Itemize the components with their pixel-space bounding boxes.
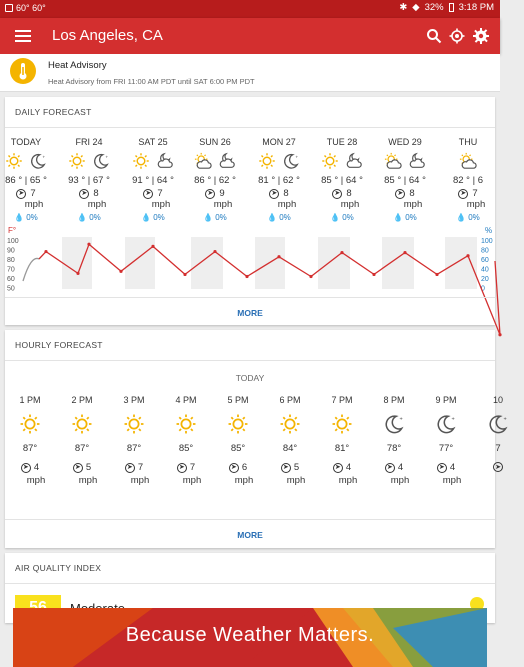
day-wind [54, 188, 124, 199]
temperature-point [87, 243, 90, 246]
battery-icon [449, 3, 454, 12]
day-wind [307, 188, 377, 199]
moon-icon [420, 411, 472, 437]
svg-text:+: + [451, 416, 455, 423]
hour-label: 8 PM [383, 395, 405, 405]
day-icons [0, 151, 61, 173]
hour-wind [368, 462, 420, 473]
hour-temp: 7 [495, 443, 501, 454]
wind-speed: 4 [397, 462, 404, 473]
svg-text:+: + [105, 154, 109, 160]
day-label: WED 29 [388, 137, 422, 147]
partly-sunny-icon [194, 152, 212, 172]
day-icons [370, 151, 440, 173]
daily-forecast-card [5, 97, 495, 325]
y-tick-left: 80 [7, 257, 15, 264]
temperature-point [44, 250, 47, 253]
cloud-moon-icon [218, 152, 236, 172]
temperature-graph [5, 225, 495, 295]
moon-icon [282, 152, 300, 172]
day-wind [433, 188, 503, 199]
wind-direction-icon: ➤ [332, 189, 342, 199]
wind-direction-icon: ➤ [79, 189, 89, 199]
temperature-point [245, 275, 248, 278]
day-icons [244, 151, 314, 173]
daily-column-2[interactable] [118, 137, 188, 222]
temperature-point [340, 251, 343, 254]
sun-icon [321, 152, 339, 172]
daily-more-button[interactable]: MORE [237, 308, 263, 318]
wind-direction-icon: ➤ [177, 463, 187, 473]
partly-sunny-icon [459, 152, 477, 172]
rain-chance: 0% [468, 213, 480, 222]
wind-unit: mph [390, 475, 410, 486]
day-icons [307, 151, 377, 173]
raindrop-icon: 💧 [393, 213, 404, 222]
day-wind [244, 188, 314, 199]
daily-column-7[interactable] [433, 137, 503, 222]
battery-percent: 32% [424, 2, 444, 13]
day-wind [0, 188, 61, 199]
wind-unit: mph [442, 475, 462, 486]
day-rain [370, 213, 440, 222]
past-temp-line [23, 258, 39, 281]
wind-direction-icon: ➤ [229, 463, 239, 473]
ad-text: Because Weather Matters. [125, 624, 375, 646]
wind-speed: 8 [93, 188, 99, 199]
cloud-moon-icon [345, 152, 363, 172]
wind-unit: mph [213, 199, 233, 210]
sun-icon [108, 411, 160, 437]
day-temps: 85 ° | 64 ° [321, 175, 363, 186]
cloud-moon-icon [156, 152, 174, 172]
hourly-column-6[interactable] [316, 395, 368, 486]
day-rain [244, 213, 314, 222]
raindrop-icon: 💧 [203, 213, 214, 222]
divider [5, 519, 495, 520]
divider [5, 583, 495, 584]
hour-label: 2 PM [71, 395, 93, 405]
hour-label: 7 PM [331, 395, 353, 405]
day-temps: 86 ° | 62 ° [194, 175, 236, 186]
wind-direction-icon: ➤ [205, 189, 215, 199]
wind-speed: 8 [409, 188, 415, 199]
hourly-forecast-card [5, 330, 507, 548]
y-tick-left: 60 [7, 276, 15, 283]
wind-speed: 7 [189, 462, 196, 473]
daily-column-1[interactable] [54, 137, 124, 222]
y-tick-left: 100 [7, 238, 19, 245]
hour-wind [472, 462, 524, 472]
wind-unit: mph [130, 475, 150, 486]
y-tick-left: 50 [7, 285, 15, 293]
status-left-text: 60° 60° [16, 3, 46, 13]
day-temps: 85 ° | 64 ° [384, 175, 426, 186]
wind-speed: 6 [241, 462, 248, 473]
raindrop-icon: 💧 [14, 213, 25, 222]
day-label: SAT 25 [138, 137, 168, 147]
day-temps: 86 ° | 65 ° [5, 175, 47, 186]
day-temps: 93 ° | 67 ° [68, 175, 110, 186]
temperature-point [372, 273, 375, 276]
sun-icon [56, 411, 108, 437]
hour-label: 1 PM [19, 395, 41, 405]
daily-forecast-header: DAILY FORECAST [15, 107, 92, 117]
alert-title: Heat Advisory [48, 60, 107, 71]
temperature-point [403, 251, 406, 254]
wind-speed: 5 [85, 462, 92, 473]
notification-icon [5, 4, 13, 12]
hour-wind [56, 462, 108, 473]
y-tick-right: 60 [481, 257, 489, 264]
raindrop-icon: 💧 [330, 213, 341, 222]
raindrop-icon: 💧 [77, 213, 88, 222]
y-tick-right: 80 [481, 247, 489, 255]
y-tick-left: 70 [7, 266, 15, 274]
status-time: 3:18 PM [458, 2, 494, 13]
ad-banner[interactable] [13, 608, 487, 667]
hour-label: 3 PM [123, 395, 145, 405]
sun-icon [5, 152, 23, 172]
daily-column-5[interactable] [307, 137, 377, 222]
hour-temp: 87° [126, 443, 142, 454]
day-rain [433, 213, 503, 222]
temperature-point [151, 245, 154, 248]
hour-temp: 84° [282, 443, 298, 454]
sun-icon [68, 152, 86, 172]
graph-unit-right: % [485, 226, 493, 235]
hour-label: 10 [492, 395, 503, 405]
hour-temp: 85° [178, 443, 194, 454]
wind-unit: mph [87, 199, 107, 210]
app-bar [0, 18, 500, 54]
night-band [125, 237, 155, 289]
sun-icon [132, 152, 150, 172]
night-band [318, 237, 350, 289]
wind-direction-icon: ➤ [493, 462, 503, 472]
hour-wind [316, 462, 368, 473]
wind-direction-icon: ➤ [281, 463, 291, 473]
day-rain [54, 213, 124, 222]
hourly-more-button[interactable]: MORE [237, 530, 263, 540]
moon-icon [29, 152, 47, 172]
hourly-column-8[interactable] [420, 395, 472, 486]
daily-column-4[interactable] [244, 137, 314, 222]
hourly-column-0[interactable] [4, 395, 56, 486]
wind-speed: 7 [157, 188, 163, 199]
wind-unit: mph [26, 475, 46, 486]
hour-temp: 77° [438, 443, 454, 454]
wind-direction-icon: ➤ [458, 189, 468, 199]
hour-wind [264, 462, 316, 473]
y-tick-right: 20 [481, 276, 489, 283]
svg-text:+: + [42, 154, 46, 160]
hourly-forecast-header: HOURLY FORECAST [15, 340, 103, 350]
day-temps: 82 ° | 6 [452, 175, 484, 186]
heat-advisory-alert[interactable] [0, 54, 500, 92]
wind-unit: mph [234, 475, 254, 486]
wind-unit: mph [466, 199, 486, 210]
raindrop-icon: 💧 [456, 213, 467, 222]
temperature-point [435, 273, 438, 276]
night-band [191, 237, 223, 289]
status-bar [0, 0, 500, 18]
temperature-point [466, 254, 469, 257]
day-label: SUN 26 [199, 137, 231, 147]
rain-chance: 0% [342, 213, 354, 222]
wind-speed: 7 [30, 188, 36, 199]
wind-unit: mph [403, 199, 423, 210]
wind-unit: mph [340, 199, 360, 210]
hourly-column-2[interactable] [108, 395, 160, 486]
hourly-column-7[interactable] [368, 395, 420, 486]
wind-speed: 8 [346, 188, 352, 199]
y-tick-right: 0 [481, 285, 485, 293]
hourly-column-4[interactable] [212, 395, 264, 486]
partly-sunny-icon [384, 152, 402, 172]
day-rain [0, 213, 61, 222]
divider [5, 127, 495, 128]
wind-unit: mph [338, 475, 358, 486]
hourly-column-1[interactable] [56, 395, 108, 486]
menu-icon[interactable] [14, 28, 32, 44]
svg-text:+: + [399, 416, 403, 423]
wind-speed: 7 [472, 188, 478, 199]
moon-icon [368, 411, 420, 437]
temperature-point [183, 273, 186, 276]
divider [5, 360, 495, 361]
rain-chance: 0% [405, 213, 417, 222]
sun-icon [264, 411, 316, 437]
temperature-point [498, 333, 501, 336]
day-temps: 81 ° | 62 ° [258, 175, 300, 186]
y-tick-left: 90 [7, 247, 15, 255]
y-tick-right: 40 [481, 266, 489, 274]
temperature-point [119, 270, 122, 273]
rain-chance: 0% [153, 213, 165, 222]
wind-direction-icon: ➤ [16, 189, 26, 199]
divider [5, 297, 495, 298]
day-icons [54, 151, 124, 173]
hour-label: 5 PM [227, 395, 249, 405]
hour-label: 9 PM [435, 395, 457, 405]
temperature-point [309, 275, 312, 278]
raindrop-icon: 💧 [141, 213, 152, 222]
temperature-point [76, 272, 79, 275]
day-wind [370, 188, 440, 199]
rain-chance: 0% [215, 213, 227, 222]
day-label: MON 27 [262, 137, 296, 147]
hourly-column-9[interactable] [472, 395, 524, 472]
wind-speed: 5 [293, 462, 300, 473]
daily-column-6[interactable] [370, 137, 440, 222]
hour-label: 4 PM [175, 395, 197, 405]
hour-label: 6 PM [279, 395, 301, 405]
wind-unit: mph [182, 475, 202, 486]
day-rain [118, 213, 188, 222]
wifi-icon: ◆ [412, 2, 420, 13]
search-icon[interactable] [426, 28, 442, 44]
raindrop-icon: 💧 [267, 213, 278, 222]
wind-direction-icon: ➤ [125, 463, 135, 473]
wind-unit: mph [286, 475, 306, 486]
sun-icon [160, 411, 212, 437]
daily-column-3[interactable] [180, 137, 250, 222]
hourly-column-3[interactable] [160, 395, 212, 486]
day-label: FRI 24 [75, 137, 103, 147]
location-title[interactable]: Los Angeles, CA [52, 27, 163, 44]
rain-chance: 0% [279, 213, 291, 222]
hour-temp: 81° [334, 443, 350, 454]
rain-chance: 0% [26, 213, 38, 222]
wind-speed: 9 [219, 188, 225, 199]
day-icons [433, 151, 503, 173]
temperature-point [213, 250, 216, 253]
wind-direction-icon: ➤ [269, 189, 279, 199]
temperature-point [277, 255, 280, 258]
hour-wind [160, 462, 212, 473]
settings-icon[interactable] [473, 28, 489, 44]
sun-icon [258, 152, 276, 172]
hour-wind [420, 462, 472, 473]
wind-direction-icon: ➤ [143, 189, 153, 199]
moon-icon [92, 152, 110, 172]
hourly-column-5[interactable] [264, 395, 316, 486]
night-band [382, 237, 414, 289]
moon-icon [472, 411, 524, 437]
day-temps: 91 ° | 64 ° [132, 175, 174, 186]
my-location-icon[interactable] [449, 28, 465, 44]
wind-unit: mph [277, 199, 297, 210]
wind-direction-icon: ➤ [333, 463, 343, 473]
day-label: THU [458, 137, 478, 147]
wind-unit: mph [151, 199, 171, 210]
svg-text:+: + [295, 154, 299, 160]
hour-temp: 78° [386, 443, 402, 454]
hour-temp: 87° [74, 443, 90, 454]
wind-direction-icon: ➤ [385, 463, 395, 473]
daily-column-0[interactable] [0, 137, 61, 222]
wind-direction-icon: ➤ [437, 463, 447, 473]
hour-temp: 87° [22, 443, 38, 454]
rain-chance: 0% [89, 213, 101, 222]
sun-icon [4, 411, 56, 437]
wind-speed: 4 [449, 462, 456, 473]
thermometer-icon [10, 58, 36, 84]
wind-speed: 8 [283, 188, 289, 199]
sun-icon [212, 411, 264, 437]
hour-wind [108, 462, 160, 473]
alert-detail: Heat Advisory from FRI 11:00 AM PDT until SAT 6:00 PM PDT [48, 77, 255, 86]
wind-unit: mph [78, 475, 98, 486]
wind-direction-icon: ➤ [21, 463, 31, 473]
today-label: TODAY [235, 373, 265, 383]
day-label: TUE 28 [326, 137, 358, 147]
day-label: TODAY [10, 137, 42, 147]
day-rain [307, 213, 377, 222]
hour-temp: 85° [230, 443, 246, 454]
hour-wind [212, 462, 264, 473]
day-rain [180, 213, 250, 222]
svg-text:+: + [503, 416, 507, 423]
aqi-header: AIR QUALITY INDEX [15, 563, 102, 573]
wind-speed: 4 [345, 462, 352, 473]
day-icons [180, 151, 250, 173]
wind-speed: 4 [33, 462, 40, 473]
cloud-moon-icon [408, 152, 426, 172]
bluetooth-icon: ✱ [399, 2, 408, 13]
wind-direction-icon: ➤ [73, 463, 83, 473]
wind-direction-icon: ➤ [395, 189, 405, 199]
wind-unit: mph [24, 199, 44, 210]
day-wind [118, 188, 188, 199]
y-tick-right: 100 [481, 238, 493, 245]
hour-wind [4, 462, 56, 473]
day-icons [118, 151, 188, 173]
day-wind [180, 188, 250, 199]
night-band [445, 237, 477, 289]
wind-speed: 7 [137, 462, 144, 473]
sun-icon [316, 411, 368, 437]
graph-unit-left: F° [8, 226, 17, 235]
